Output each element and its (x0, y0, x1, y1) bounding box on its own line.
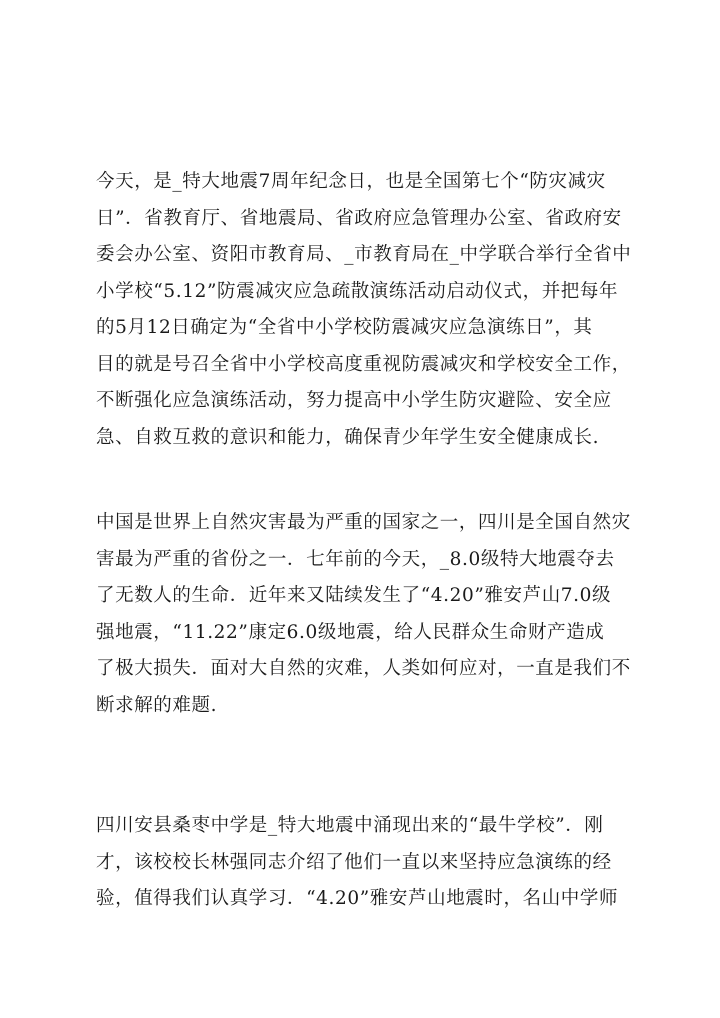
paragraph-line: 验，值得我们认真学习．“4.20”雅安芦山地震时，名山中学师 (96, 888, 619, 909)
paragraph-line: 急、自救互救的意识和能力，确保青少年学生安全健康成长. (96, 426, 600, 448)
paragraph-line: 了无数人的生命．近年来又陆续发生了“4.20”雅安芦山7.0级 (96, 585, 612, 606)
paragraph-3 (96, 808, 636, 918)
paragraph-line: 强地震，“11.22”康定6.0级地震，给人民群众生命财产造成 (96, 621, 605, 643)
paragraph-line: 才，该校校长林强同志介绍了他们一直以来坚持应急演练的经 (96, 851, 612, 873)
paragraph-line: 了极大损失．面对大自然的灾难，人类如何应对，一直是我们不 (96, 658, 631, 679)
paragraph-line: 今天，是_特大地震7周年纪念日，也是全国第七个“防灾减灾 (96, 171, 606, 192)
paragraph-line: 委会办公室、资阳市教育局、_市教育局在_中学联合举行全省中 (96, 244, 632, 265)
paragraph-1 (96, 164, 636, 456)
paragraph-line: 小学校“5.12”防震减灾应急疏散演练活动启动仪式，并把每年 (96, 280, 619, 302)
paragraph-2 (96, 505, 636, 724)
paragraph-line: 的5月12日确定为“全省中小学校防震减灾应急演练日”，其 (96, 317, 593, 338)
paragraph-line: 害最为严重的省份之一．七年前的今天，_8.0级特大地震夺去 (96, 548, 615, 570)
paragraph-line: 不断强化应急演练活动，努力提高中小学生防灾避险、安全应 (96, 390, 612, 411)
paragraph-line: 断求解的难题. (96, 694, 218, 716)
paragraph-line: 中国是世界上自然灾害最为严重的国家之一，四川是全国自然灾 (96, 512, 631, 533)
paragraph-line: 日”．省教育厅、省地震局、省政府应急管理办公室、省政府安 (96, 207, 622, 229)
paragraph-line: 目的就是号召全省中小学校高度重视防震减灾和学校安全工作， (96, 353, 631, 375)
paragraph-line: 四川安县桑枣中学是_特大地震中涌现出来的“最牛学校”．刚 (96, 815, 604, 836)
